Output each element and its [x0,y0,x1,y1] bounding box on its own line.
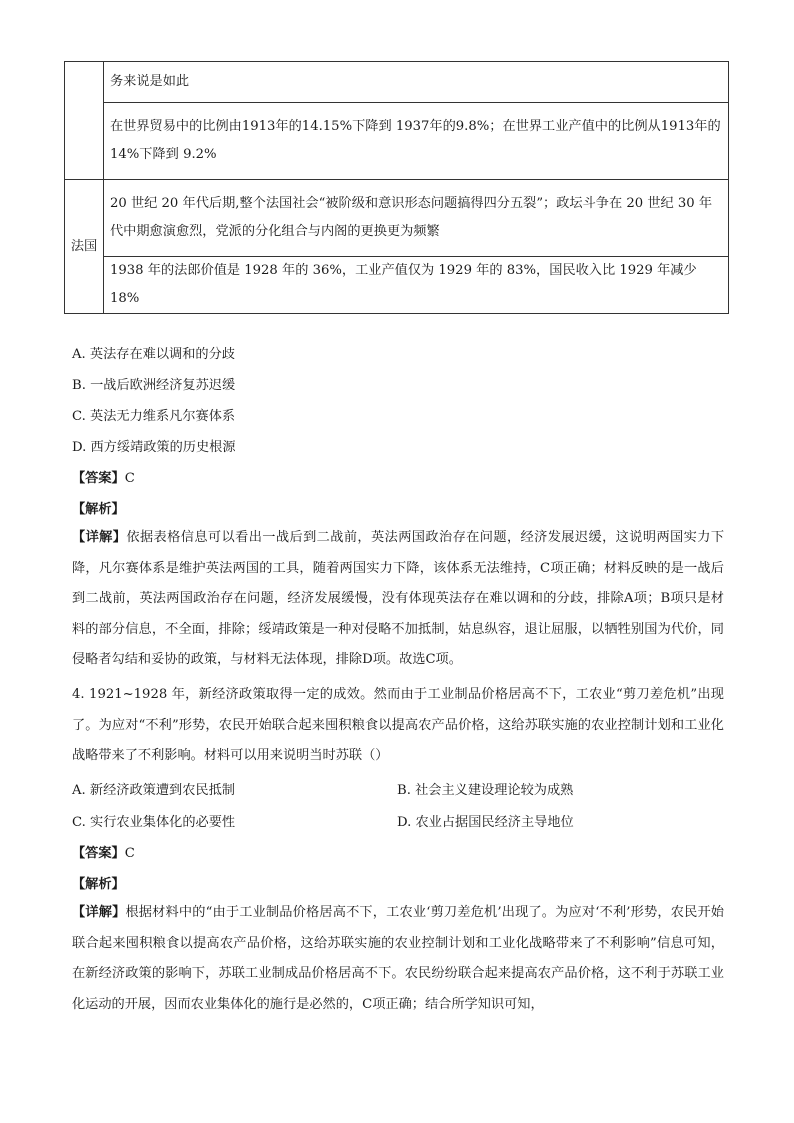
analysis-tag: 【解析】 [72,502,125,517]
detail-text: 根据材料中的“由于工业制品价格居高不下，工农业‘剪刀差危机’出现了。为应对‘不利’形势，农民开始联合起来囤积粮食以提高农产品价格，这给苏联实施的农业控制计划和工业化战略带来了不利影响”信息可知，在新经济政策的影响下，苏联工业制成品价格居高不下。农民纷纷联合起来提高农产品价格，这不利于苏联工业化运动的开展，因而农业集体化的施行是必然的，C项正确；结合所学知识可知， [72,905,724,1012]
q4-detail [72,898,724,1020]
q4-option-b: B. 社会主义建设理论较为成熟 [397,783,574,798]
q3-option-c: C. 英法无力维系凡尔赛体系 [72,409,236,424]
comparison-table [64,61,729,314]
q4-option-d: D. 农业占据国民经济主导地位 [397,815,574,830]
table-row [65,180,729,257]
q3-answer [72,467,135,486]
q3-option-a: A. 英法存在难以调和的分歧 [72,347,235,362]
answer-value: C [124,846,135,861]
table-cell: 20 世纪 20 年代后期,整个法国社会“被阶级和意识形态问题搞得四分五裂”；政坛斗争在 20 世纪 30 年代中期愈演愈烈，党派的分化组合与内阁的更换更为频繁 [104,180,729,257]
q3-option-d: D. 西方绥靖政策的历史根源 [72,440,236,455]
table-cell: 1938 年的法郎价值是 1928 年的 36%，工业产值仅为 1929 年的 83%，国民收入比 1929 年减少 18% [104,257,729,314]
answer-value: C [124,471,135,486]
q3-analysis-tag [72,498,125,517]
q4-option-a: A. 新经济政策遭到农民抵制 [72,783,235,798]
table-cell: 在世界贸易中的比例由1913年的14.15%下降到 1937年的9.8%；在世界工业产值中的比例从1913年的 14%下降到 9.2% [104,103,729,180]
q3-detail [72,523,724,676]
detail-tag: 【详解】 [72,530,127,545]
detail-text: 依据表格信息可以看出一战后到二战前，英法两国政治存在问题，经济发展迟缓，这说明两国实力下降，凡尔赛体系是维护英法两国的工具，随着两国实力下降，该体系无法维持，C项正确；材料反映的是一战后到二战前，英法两国政治存在问题，经济发展缓慢，没有体现英法存在难以调和的分歧，排除A项；B项只是材料的部分信息，不全面，排除；绥靖政策是一种对侵略不加抵制，姑息纵容，退让屈服，以牺牲别国为代价，同侵略者勾结和妥协的政策，与材料无法体现，排除D项。故选C项。 [72,530,725,667]
country-cell-france: 法国 [65,180,104,314]
table-row [65,62,729,103]
table-row [65,257,729,314]
table-cell: 务来说是如此 [104,62,729,103]
q3-option-b: B. 一战后欧洲经济复苏迟缓 [72,378,236,393]
answer-tag: 【答案】 [72,471,125,486]
q4-analysis-tag [72,873,125,892]
q4-answer [72,842,135,861]
q4-stem: 4. 1921~1928 年，新经济政策取得一定的成效。然而由于工业制品价格居高不下，工农业“剪刀差危机”出现了。为应对“不利”形势，农民开始联合起来囤积粮食以提高农产品价格，这给苏联实施的农业控制计划和工业化战略带来了不利影响。材料可以用来说明当时苏联（） [72,687,724,763]
analysis-tag: 【解析】 [72,877,125,892]
detail-tag: 【详解】 [72,905,126,920]
answer-tag: 【答案】 [72,846,125,861]
table-row [65,103,729,180]
q4-option-c: C. 实行农业集体化的必要性 [72,815,236,830]
country-cell-britain [65,62,104,180]
